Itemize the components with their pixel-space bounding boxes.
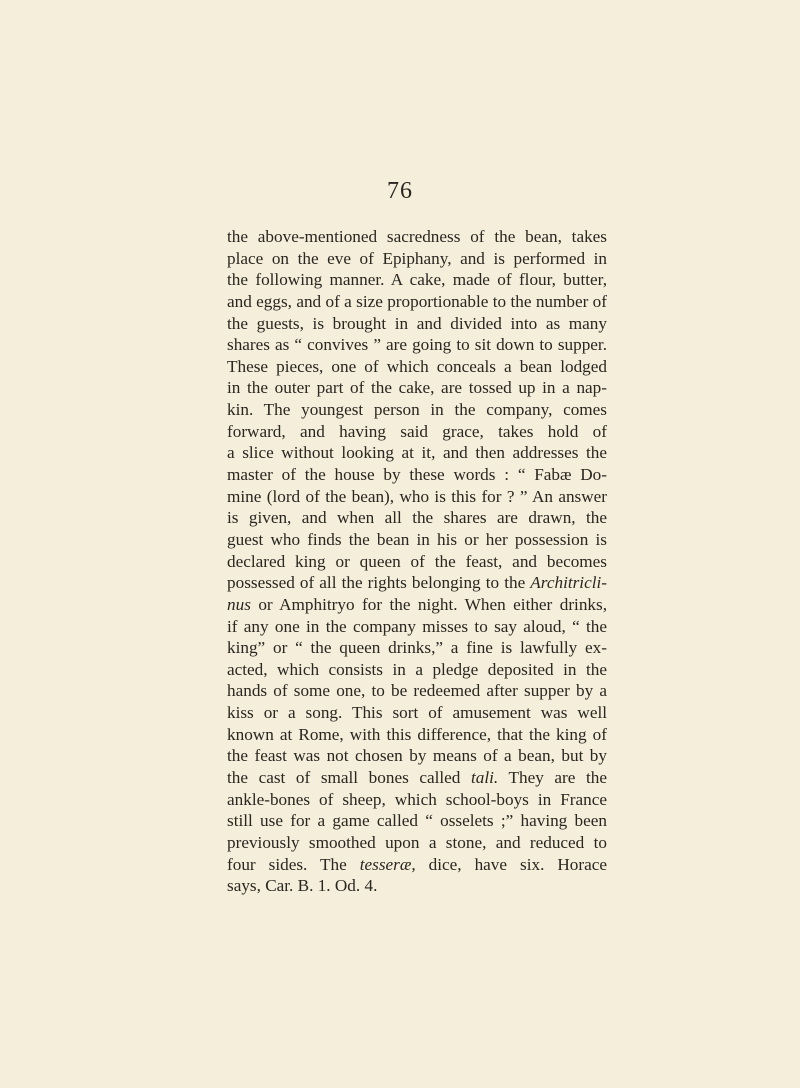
text-line: the guests, is brought in and divided into as many bbox=[227, 313, 607, 333]
text-line: nus or Amphitryo for the night. When either drinks, bbox=[227, 594, 607, 614]
text-line: if any one in the company misses to say aloud, “ the bbox=[227, 616, 607, 636]
text-line: These pieces, one of which conceals a bean lodged bbox=[227, 356, 607, 376]
text-line: the cast of small bones called tali. They are the bbox=[227, 768, 607, 788]
text-line: in the outer part of the cake, are tossed up in a nap- bbox=[227, 378, 607, 398]
body-text bbox=[227, 226, 607, 897]
text-line: declared king or queen of the feast, and becomes bbox=[227, 551, 607, 571]
text-line: mine (lord of the bean), who is this for ? ” An answer bbox=[227, 486, 607, 506]
text-line: says, Car. B. 1. Od. 4. bbox=[227, 876, 378, 896]
text-line: king” or “ the queen drinks,” a fine is lawfully ex- bbox=[227, 638, 607, 658]
text-line: place on the eve of Epiphany, and is performed in bbox=[227, 248, 607, 268]
text-line: and eggs, and of a size proportionable to the number of bbox=[227, 291, 607, 311]
text-line: previously smoothed upon a stone, and reduced to bbox=[227, 832, 607, 852]
text-line: known at Rome, with this difference, that the king of bbox=[227, 724, 607, 744]
text-line: the above-mentioned sacredness of the bean, takes bbox=[227, 227, 607, 246]
text-line: is given, and when all the shares are drawn, the bbox=[227, 508, 607, 528]
text-line: acted, which consists in a pledge deposited in the bbox=[227, 659, 607, 679]
text-line: guest who finds the bean in his or her possession is bbox=[227, 529, 607, 549]
text-line: four sides. The tesseræ, dice, have six. Horace bbox=[227, 854, 608, 874]
text-line: kin. The youngest person in the company, comes bbox=[227, 400, 607, 420]
text-line: the following manner. A cake, made of flour, butter, bbox=[227, 270, 607, 290]
text-line: still use for a game called “ osselets ;” having been bbox=[227, 811, 607, 831]
text-line: hands of some one, to be redeemed after supper by a bbox=[227, 681, 607, 701]
text-line: forward, and having said grace, takes hold of bbox=[227, 421, 607, 441]
text-line: shares as “ convives ” are going to sit down to supper. bbox=[227, 335, 607, 355]
text-line: possessed of all the rights belonging to the Architricli- bbox=[227, 573, 607, 593]
text-line: kiss or a song. This sort of amusement was well bbox=[227, 703, 607, 723]
text-line: master of the house by these words : “ Fabæ Do- bbox=[227, 465, 607, 485]
text-line: a slice without looking at it, and then addresses the bbox=[227, 443, 607, 463]
text-line: the feast was not chosen by means of a bean, but by bbox=[227, 746, 607, 766]
text-line: ankle-bones of sheep, which school-boys in France bbox=[227, 789, 607, 809]
page-number: 76 bbox=[387, 178, 413, 204]
